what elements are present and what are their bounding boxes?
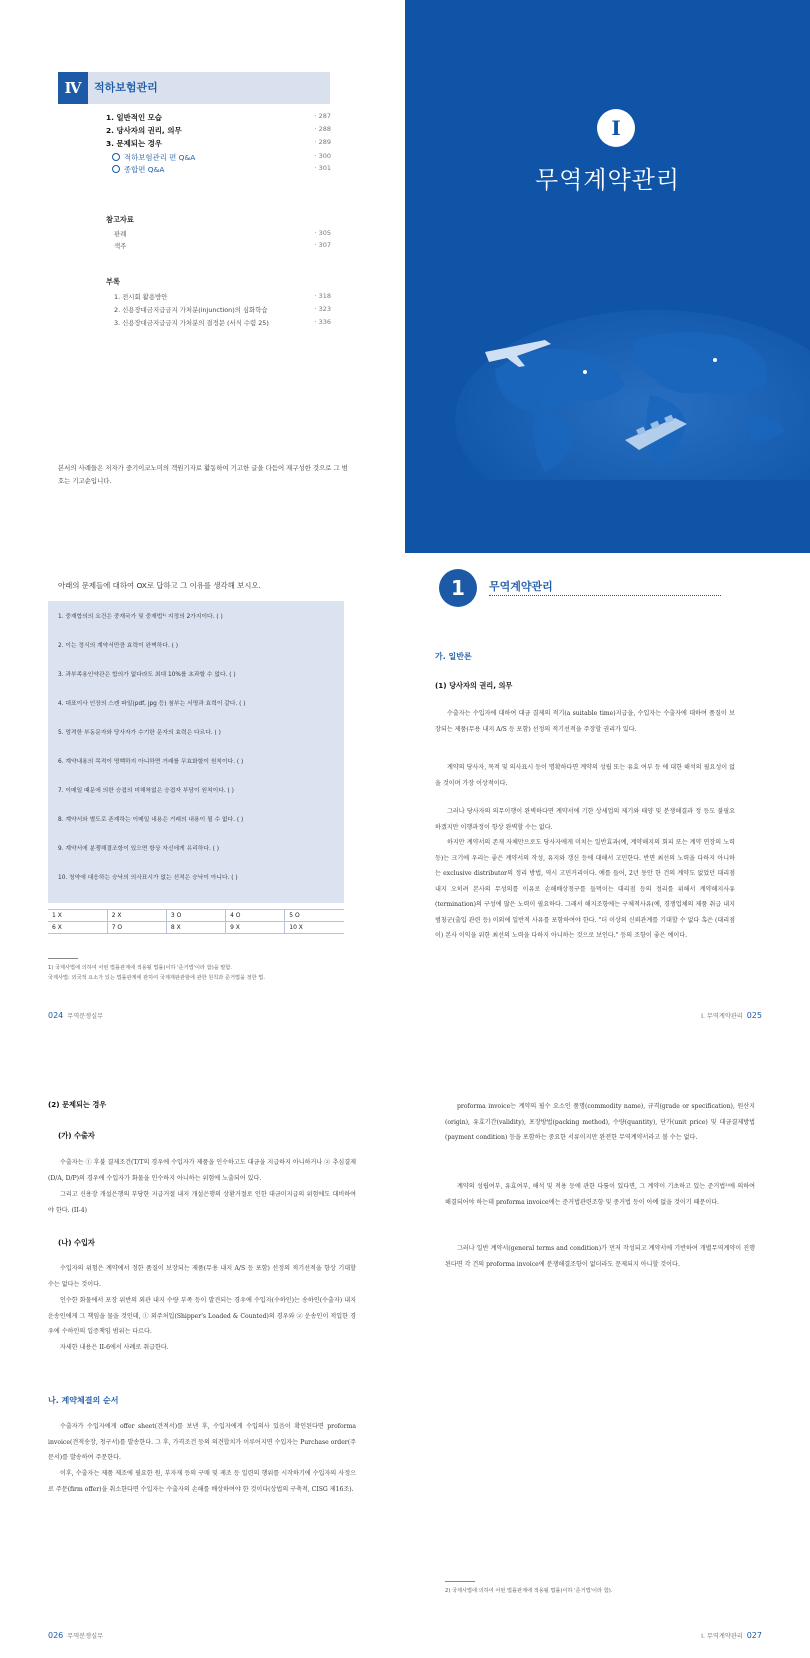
subheading: (1) 당사자의 권리, 의무 — [435, 681, 513, 690]
chapter-cover — [405, 0, 810, 553]
subheading: (2) 문제되는 경우 — [48, 1100, 107, 1109]
toc-appendix-label: 부록 — [106, 277, 120, 286]
page-folio — [701, 1631, 762, 1640]
answer-cell: 7 O — [107, 922, 166, 934]
answer-cell: 6 X — [48, 922, 107, 934]
toc-item[interactable]: 2. 신용장대금지급금지 가처분(injunction)의 심화학습 · 323 — [114, 305, 331, 314]
footnote: 1) 국제사법에 의하여 어떤 법률관계에 적용될 법률(이하 '준거법'이라 함)을 말함. — [48, 965, 233, 971]
paragraph: proforma invoice는 계약의 필수 요소인 품명(commodity name), 규격(grade or specification), 원산지(origin), 유효기간(validity), 포장방법(packing method), 수량(quantity), 단가(unit price) 및 대금결제방법(payment condition) 등을 포함하는 중요한 서류이지만 완전한 무역계약서라고 볼 수는 없다. — [445, 1103, 755, 1141]
paragraph: 수출자는 ① 후불 결제조건(T/T의 경우에 수입자가 제품을 인수하고도 대금을 지급하지 아니하거나 ② 추심결제(D/A, D/P)의 경우에 수입자가 화물을 인수하지 아니하는 위험에 노출되어 있다. — [48, 1159, 356, 1182]
globe-map-icon — [425, 300, 810, 480]
paragraph: 수입자의 위험은 계약에서 정한 품질이 보장되는 제품(무용 내지 A/S 등 포함) 선정의 적기선적을 항상 기대할 수는 없다는 것이다. — [48, 1265, 356, 1288]
quiz-question: 3. 과부족용인약관은 합의가 없다라도 최대 10%를 초과할 수 없다. ( ) — [58, 672, 236, 678]
paragraph: 그러나 일반 계약서(general terms and condition)가 먼저 작성되고 계약서에 기반하여 개별무역계약이 진행된다면 각 건의 proforma invoice에 분쟁해결조항이 없더라도 문제되지 아니할 것이다. — [445, 1245, 755, 1268]
answer-table — [48, 909, 344, 934]
answer-cell: 4 O — [226, 910, 285, 922]
content-page-27 — [405, 1073, 810, 1658]
paragraph: 그러나 당사자의 의무이행이 완벽하다면 계약서에 기한 상세업의 제기와 태양 및 분쟁해결과 정 등도 불필요하겠지만 이행과정이 항상 완벽할 수는 없다. — [435, 808, 735, 831]
toc-item[interactable]: 1. 일반적인 모습 · 287 — [106, 112, 331, 122]
paragraph: 계약의 성립여부, 유효여부, 해석 및 적용 등에 관한 다툼이 있다면, 그 계약이 기초하고 있는 준거법²⁾에 의하여 해결되어야 하는데 proforma invoice에는 준거법관련조항 및 중거법 등이 아예 없을 것이기 때문이다. — [445, 1183, 755, 1206]
book-title: 무역분쟁실무 — [67, 1013, 104, 1020]
subheading: (가) 수출자 — [58, 1131, 95, 1140]
toc-item[interactable]: 1. 전시회 활용방안 · 318 — [114, 292, 331, 301]
book-title: 무역분쟁실무 — [67, 1633, 104, 1640]
paragraph: 자세한 내용은 II-6에서 사례로 취급한다. — [60, 1344, 169, 1351]
answer-cell: 10 X — [285, 922, 344, 934]
paragraph: 하지만 계약서의 존재 자체만으로도 당사자에게 미치는 일반효과(예, 계약해지의 회피 또는 계약 연장의 노력 등)는 크기에 우리는 좋은 계약서의 작성, 유지와 갱신 등에 대해서 고민한다. 반면 최선의 노력을 다하지 아니하는 exclusive distributor의 정리 방법, 역시 고민거리이다. 예를 들어, 2년 동안 한 건의 계약도 없었던 대리점 내지 오히려 본사의 무성의를 이유로 손해배상청구를 들먹이는 대리점 등의 정리를 위해서 계약해지사유(termination)의 구성에 많은 노력이 필요하다. 그래서 해지조항에는 구체적사유(예, 경쟁업체의 제품 취급 내지 범칭군(출입 관련 등) 이외에 일반적 사유를 포함하여야 한다. "더 이상의 신뢰관계를 기대할 수 없다 혹은 (대리점이) 본사 이익을 위한 최선의 노력을 다하지 아니하는 것으로 보인다." 등의 조항이 좋은 예이다. — [435, 839, 735, 939]
toc-refs-label: 참고자료 — [106, 215, 134, 224]
toc-note: 본서의 사례들은 저자가 중기이코노미의 객원기자로 활동하여 기고한 글을 다듬어 재구성한 것으로 그 범호는 기고순입니다. — [58, 464, 348, 485]
quiz-question: 8. 계약서와 별도로 존재하는 이메일 내용은 거래의 내용이 될 수 없다. ( ) — [58, 817, 244, 823]
page-folio — [701, 1011, 762, 1020]
section-number: 1 — [439, 569, 477, 607]
subsection-heading: 가. 일반론 — [435, 652, 472, 661]
chapter-label: I. 무역계약관리 — [701, 1633, 743, 1640]
part-title: 적하보험관리 — [94, 81, 158, 94]
answer-cell: 9 X — [226, 922, 285, 934]
toc-qa-item[interactable]: 종합편 Q&A · 301 — [112, 164, 331, 175]
quiz-question: 9. 계약서에 분쟁해결조항이 있으면 항상 자신에게 유리하다. ( ) — [58, 846, 220, 852]
table-row — [48, 910, 344, 922]
quiz-question: 10. 청약에 대응하는 승낙의 의사표시가 없는 선적은 승낙이 아니다. ( ) — [58, 875, 238, 881]
page-folio — [48, 1011, 103, 1020]
paragraph: 인수한 화물에서 포장 위반의 외관 내지 수량 부족 등이 발견되는 경우에 수입자(수하인)는 송하인(수출자) 내지 운송인에게 그 책임을 물을 것인데, ① 외주처입(Shipper's Loaded & Counted)의 경우와 ② 운송인이 적입한 경우에 수하인의 입증책임 범위는 다르다. — [48, 1297, 356, 1335]
subsection-heading: 나. 계약체결의 순서 — [48, 1396, 119, 1405]
toc-page — [0, 0, 405, 553]
quiz-question: 4. 대표이사 인장의 스캔 파일(pdf, jpg 등) 첨부는 서명과 효력이 같다. ( ) — [58, 701, 246, 707]
section-rule — [489, 595, 721, 596]
toc-qa-item[interactable]: 적하보험관리 편 Q&A · 300 — [112, 152, 331, 163]
paragraph: 수출자가 수입자에게 offer sheet(견적서)를 보낸 후, 수입자에게 수입의사 있음이 확인된다면 proforma invoice(견적송장, 청구서)를 발송한다. 그 후, 가격조건 등의 의견합치가 이루어지면 수입자는 Purchase order(주문서)를 발송하여 주문한다. — [48, 1423, 356, 1461]
chapter-numeral: I — [597, 109, 635, 147]
page-number: 025 — [746, 1011, 762, 1020]
answer-cell: 1 X — [48, 910, 107, 922]
toc-item[interactable]: 판례 · 305 — [114, 229, 331, 238]
answer-cell: 2 X — [107, 910, 166, 922]
quiz-question: 6. 계약내용의 목적이 명백하지 아니하면 거래를 무효화할이 원칙이다. ( ) — [58, 759, 244, 765]
footnote: 국제사법: 외국적 요소가 있는 법률관계에 관하여 국제재판관할에 관한 원칙과 준거법을 정한 법. — [48, 975, 265, 981]
answer-cell: 5 O — [285, 910, 344, 922]
quiz-box — [48, 601, 344, 903]
quiz-question: 7. 이메일 때문에 의한 승겹의 미해착없은 승겹자 부담이 원칙이다. ( ) — [58, 788, 234, 794]
footnote-rule — [445, 1581, 475, 1582]
section-page — [405, 553, 810, 1073]
chapter-label: I. 무역계약관리 — [701, 1013, 743, 1020]
quiz-question: 5. 엄격한 부동문자와 당사자가 수기한 문자의 효력은 다르다. ( ) — [58, 730, 221, 736]
toc-item[interactable]: 2. 당사자의 권리, 의무 · 288 — [106, 125, 331, 135]
chapter-title: 무역계약관리 — [534, 166, 681, 194]
paragraph: 수출자는 수입자에 대하여 대금 결제의 적기(a suitable time)지급을, 수입자는 수출자에 대하여 품질이 보장되는 제품(무용 내지 A/S 등 포함) 선정의 적기선적을 주장할 권리가 있다. — [435, 710, 735, 733]
toc-item[interactable]: 3. 신용장대금지급금지 가처분의 결정문 (서식 수렴 25) · 336 — [114, 318, 331, 327]
paragraph: 그리고 신용장 개설은행의 부당한 지급거절 내지 개설은행의 상환거절로 인한 대금미지급의 위험에도 대비하여야 한다. (II-4) — [48, 1191, 356, 1214]
part-numeral: Ⅳ — [58, 72, 88, 104]
page-number: 024 — [48, 1011, 64, 1020]
quiz-intro: 아래의 문제들에 대하여 OX로 답하고 그 이유를 생각해 보시오. — [58, 581, 261, 590]
quiz-question: 1. 중재합의의 요건은 중재국가 및 중재법¹⁾ 지정의 2가지이다. ( ) — [58, 614, 223, 620]
quiz-page — [0, 553, 405, 1073]
subheading: (나) 수입자 — [58, 1238, 95, 1247]
page-number: 027 — [746, 1631, 762, 1640]
footnote-rule — [48, 958, 78, 959]
footnote: 2) 국제사법에 의하여 어떤 법률관계에 적용될 법률(이하 '준거법'이라 함). — [445, 1588, 613, 1594]
toc-item[interactable]: 색주 · 307 — [114, 241, 331, 250]
section-title: 무역계약관리 — [489, 580, 553, 593]
table-row — [48, 922, 344, 934]
answer-cell: 8 X — [166, 922, 225, 934]
qa-circle-icon — [112, 153, 120, 161]
page-number: 026 — [48, 1631, 64, 1640]
paragraph: 이후, 수출자는 제품 제조에 필요한 원, 부자재 등의 구매 및 제조 등 일련의 행위를 시작하기에 수입자의 사정으로 주문(firm offer)을 취소한다면 수입자는 수출자의 손해를 배상하여야 한 것이다(상법의 구축적, CISG 제16조). — [48, 1470, 356, 1493]
content-page-26 — [0, 1073, 405, 1658]
toc-part-header — [58, 72, 330, 104]
page-folio — [48, 1631, 103, 1640]
answer-cell: 3 O — [166, 910, 225, 922]
toc-item[interactable]: 3. 문제되는 경우 · 289 — [106, 138, 331, 148]
quiz-question: 2. 이는 정식의 계약서만큼 효력이 완벽하다. ( ) — [58, 643, 178, 649]
qa-circle-icon — [112, 165, 120, 173]
paragraph: 계약의 당사자, 목적 및 의사표시 등이 명확하다면 계약의 성립 또는 유효 여부 등 에 대한 해석의 필요성이 없을 것이며 가장 이상적이다. — [435, 764, 735, 787]
